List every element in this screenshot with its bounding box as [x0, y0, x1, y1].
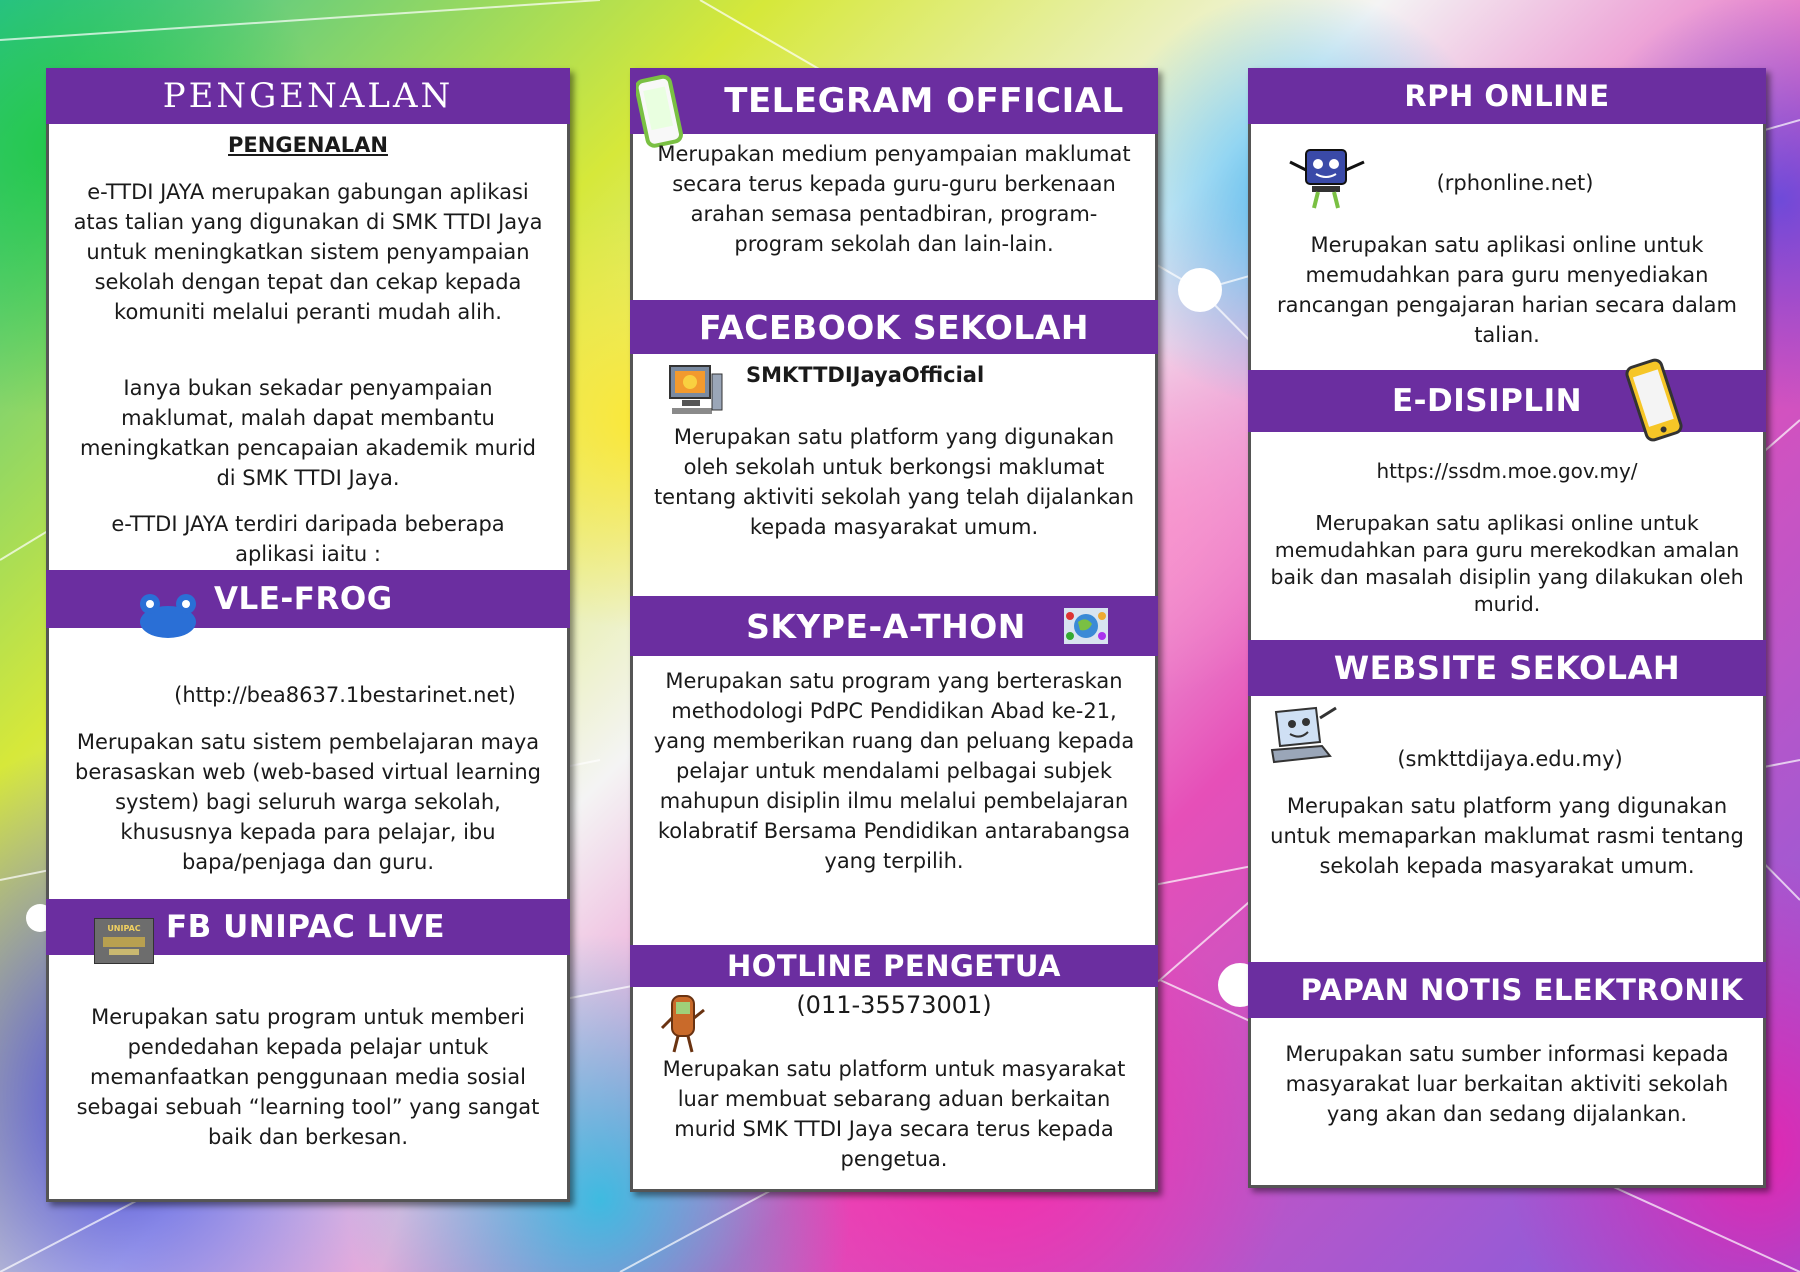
- pengenalan-paragraph-1: e-TTDI JAYA merupakan gabungan aplikasi atas talian yang digunakan di SMK TTDI Jaya untuk meningkatkan sistem penyampaian sekolah dengan tepat dan cekap kepada komuniti melalui peranti mudah alih.: [73, 180, 543, 324]
- fb-unipac-live-header: FB UNIPAC LIVE: [46, 899, 570, 955]
- vle-frog-header: VLE-FROG: [46, 570, 570, 628]
- laptop-character-icon: [1262, 704, 1342, 768]
- rph-online-url[interactable]: (rphonline.net): [1436, 171, 1594, 195]
- hotline-pengetua-description: Merupakan satu platform untuk masyarakat luar membuat sebarang aduan berkaitan murid SMK TTDI Jaya secara terus kepada pengetua.: [662, 1057, 1126, 1171]
- pengenalan-subheading: PENGENALAN: [228, 133, 388, 157]
- globe-people-icon: [1064, 608, 1108, 644]
- e-disiplin-url[interactable]: https://ssdm.moe.gov.my/: [1376, 459, 1638, 483]
- fb-unipac-live-description: Merupakan satu program untuk memberi pendedahan kepada pelajar untuk memanfaatkan penggunaan media sosial sebagai sebuah “learning tool” yang sangat baik dan berkesan.: [76, 1005, 540, 1149]
- pengenalan-header: PENGENALAN: [46, 68, 570, 124]
- frog-icon: [136, 592, 200, 640]
- papan-notis-elektronik-description: Merupakan satu sumber informasi kepada masyarakat luar berkaitan aktiviti sekolah yang akan dan sedang dijalankan.: [1285, 1042, 1729, 1126]
- pengenalan-paragraph-2: Ianya bukan sekadar penyampaian maklumat, malah dapat membantu meningkatkan pencapaian akademik murid di SMK TTDI Jaya.: [79, 376, 537, 490]
- computer-character-icon: [1286, 146, 1370, 212]
- telegram-official-description: Merupakan medium penyampaian maklumat secara terus kepada guru-guru berkenaan arahan semasa pentadbiran, program-program sekolah dan lain-lain.: [657, 142, 1131, 256]
- svg-text:UNIPAC: UNIPAC: [107, 924, 141, 933]
- e-disiplin-header: E-DISIPLIN: [1248, 370, 1766, 432]
- facebook-sekolah-description: Merupakan satu platform yang digunakan oleh sekolah untuk berkongsi maklumat tentang aktiviti sekolah yang telah dijalankan kepada masyarakat umum.: [653, 425, 1135, 539]
- hotline-pengetua-number[interactable]: (011-35573001): [796, 991, 992, 1019]
- vle-frog-url[interactable]: (http://bea8637.1bestarinet.net): [174, 683, 516, 707]
- pengenalan-paragraph-3: e-TTDI JAYA terdiri daripada beberapa aplikasi iaitu :: [111, 512, 505, 566]
- rph-online-description: Merupakan satu aplikasi online untuk memudahkan para guru menyediakan rancangan pengajaran harian secara dalam talian.: [1277, 233, 1737, 347]
- papan-notis-elektronik-header: PAPAN NOTIS ELEKTRONIK: [1248, 962, 1766, 1018]
- vle-frog-description: Merupakan satu sistem pembelajaran maya berasaskan web (web-based virtual learning system) bagi seluruh warga sekolah, khususnya kepada para pelajar, ibu bapa/penjaga dan guru.: [75, 730, 541, 874]
- e-disiplin-description: Merupakan satu aplikasi online untuk memudahkan para guru merekodkan amalan baik dan masalah disiplin yang dilakukan oleh murid.: [1270, 511, 1744, 616]
- telegram-official-header: TELEGRAM OFFICIAL: [630, 68, 1158, 134]
- website-sekolah-description: Merupakan satu platform yang digunakan untuk memaparkan maklumat rasmi tentang sekolah kepada masyarakat umum.: [1270, 794, 1744, 878]
- unipac-logo-icon: [94, 918, 154, 964]
- skype-a-thon-description: Merupakan satu program yang berteraskan methodologi PdPC Pendidikan Abad ke-21, yang memberikan ruang dan peluang kepada pelajar untuk mendalami pelbagai subjek mahupun disiplin ilmu melalui pembelajaran kolabratif Bersama Pendidikan antarabangsa yang terpilih.: [653, 669, 1135, 873]
- facebook-sekolah-handle[interactable]: SMKTTDIJayaOfficial: [746, 363, 985, 387]
- website-sekolah-header: WEBSITE SEKOLAH: [1248, 640, 1766, 696]
- mobile-phone-character-icon: [660, 992, 706, 1058]
- rph-online-header: RPH ONLINE: [1248, 68, 1766, 124]
- facebook-sekolah-header: FACEBOOK SEKOLAH: [630, 300, 1158, 354]
- skype-a-thon-header: SKYPE-A-THON: [630, 596, 1158, 656]
- website-sekolah-url[interactable]: (smkttdijaya.edu.my): [1397, 747, 1623, 771]
- computer-icon: [666, 364, 724, 418]
- smartphone-icon: [1624, 356, 1684, 444]
- hotline-pengetua-header: HOTLINE PENGETUA: [630, 945, 1158, 987]
